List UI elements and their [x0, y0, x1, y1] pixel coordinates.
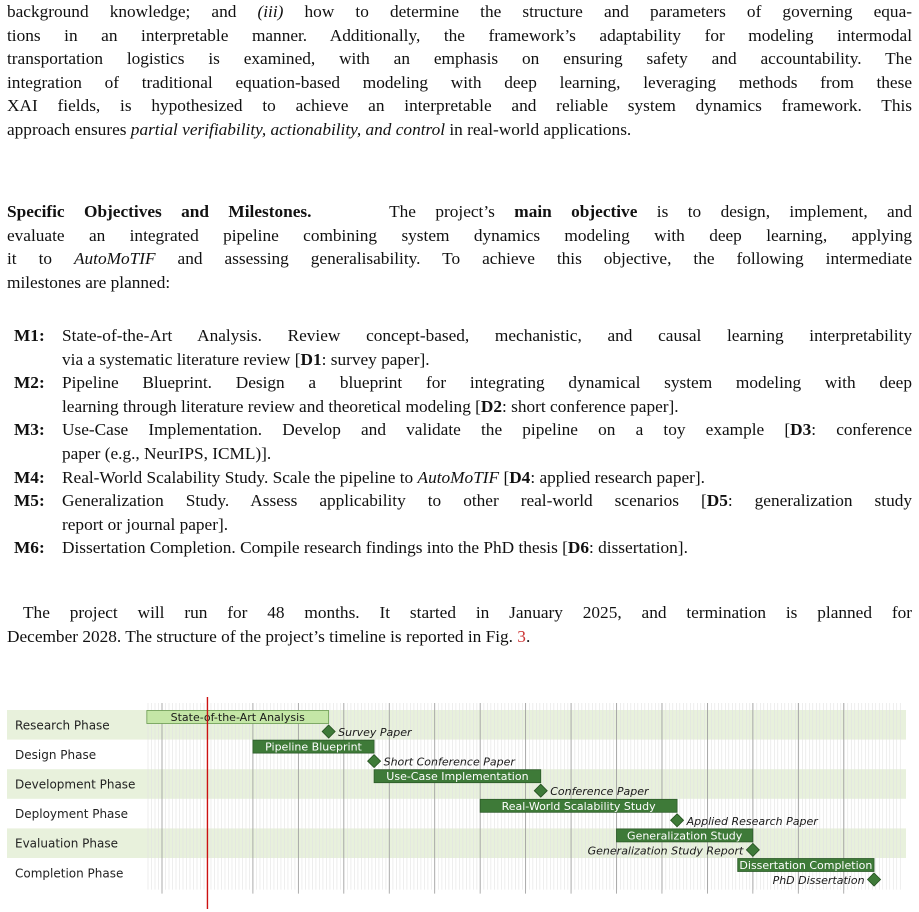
- milestone-label: PhD Dissertation: [772, 874, 865, 887]
- list-item: M6: Dissertation Completion. Compile research findings into the PhD thesis [D6: dissertation].: [14, 536, 912, 560]
- section-heading: Specific Objectives and Milestones.: [7, 202, 312, 221]
- task-label: Dissertation Completion: [739, 859, 873, 872]
- phase-label: Evaluation Phase: [15, 836, 118, 851]
- timeline-line: December 2028. The structure of the project’s timeline is reported in Fig. 3.: [7, 626, 531, 646]
- objectives-paragraph: [7, 200, 912, 294]
- milestone-tag: M6:: [14, 538, 45, 558]
- list-item: M4: Real-World Scalability Study. Scale the pipeline to AutoMoTIF [D4: applied research paper].: [14, 466, 912, 490]
- objectives-line: evaluate an integrated pipeline combining system dynamics modeling with deep learning, applying: [7, 225, 912, 245]
- milestone-diamond: [868, 873, 881, 886]
- milestone-tag: M2:: [14, 373, 45, 393]
- milestone-tag: M5:: [14, 491, 45, 511]
- task-label: Generalization Study: [627, 829, 743, 843]
- intro-line: background knowledge; and (iii) how to determine the structure and parameters of governing equa-: [7, 2, 912, 21]
- intro-line: integration of traditional equation-based modeling with deep learning, leveraging methods from these: [7, 72, 912, 92]
- milestone-label: Applied Research Paper: [686, 814, 818, 828]
- timeline-line: The project will run for 48 months. It started in January 2025, and termination is planned for: [23, 603, 912, 622]
- intro-line: approach ensures partial verifiability, actionability, and control in real-world applications.: [7, 119, 632, 139]
- milestone-label: Short Conference Paper: [383, 755, 515, 769]
- task-label: Real-World Scalability Study: [501, 799, 656, 813]
- intro-line: tions in an interpretable manner. Additionally, the framework’s adaptability for modeling intermodal: [7, 25, 912, 45]
- phase-label: Completion Phase: [15, 866, 124, 881]
- list-item: M3: Use-Case Implementation. Develop and validate the pipeline on a toy example [D3: conference paper (e.g., NeurIPS, ICML)].: [14, 420, 913, 463]
- timeline-paragraph: [7, 601, 912, 648]
- milestone-tag: M4:: [14, 467, 45, 487]
- list-item: M2: Pipeline Blueprint. Design a blueprint for integrating dynamical system modeling with deep learning through literature review and theoretical modeling [D2: short conference paper].: [14, 373, 912, 416]
- objectives-line: Specific Objectives and Milestones. The project’s main objective is to design, implement, and: [7, 202, 913, 221]
- task-label: Pipeline Blueprint: [265, 740, 362, 754]
- milestone-label: Survey Paper: [338, 726, 412, 739]
- milestone-label: Conference Paper: [550, 785, 649, 799]
- task-label: State-of-the-Art Analysis: [170, 711, 305, 724]
- objectives-line: milestones are planned:: [7, 272, 171, 292]
- intro-line: XAI fields, is hypothesized to achieve an interpretable and reliable system dynamics framework. This: [7, 96, 912, 116]
- milestone-tag: M3:: [14, 420, 45, 440]
- intro-line: transportation logistics is examined, with an emphasis on ensuring safety and accountability. The: [7, 49, 912, 69]
- intro-paragraph: [7, 0, 912, 142]
- gantt-chart: [7, 697, 912, 909]
- phase-label: Research Phase: [15, 718, 110, 733]
- list-item: M5: Generalization Study. Assess applicability to other real-world scenarios [D5: generalization study report or journal paper].: [14, 491, 912, 534]
- phase-band: [7, 710, 906, 740]
- milestone-list: [14, 324, 912, 560]
- task-label: Use-Case Implementation: [386, 770, 529, 784]
- figure-reference-link[interactable]: 3: [517, 626, 526, 646]
- phase-label: Deployment Phase: [15, 807, 129, 822]
- phase-bands: [7, 710, 906, 858]
- objectives-line: it to AutoMoTIF and assessing generalisability. To achieve this objective, the following intermediate: [7, 249, 913, 269]
- milestone-tag: M1:: [14, 326, 45, 345]
- list-item: M1: State-of-the-Art Analysis. Review concept-based, mechanistic, and causal learning interpretability via a systematic literature review [D1: survey paper].: [14, 326, 912, 369]
- phase-label: Development Phase: [15, 777, 136, 792]
- milestone-label: Generalization Study Report: [587, 844, 744, 858]
- phase-band: [7, 828, 906, 858]
- phase-label: Design Phase: [15, 747, 97, 762]
